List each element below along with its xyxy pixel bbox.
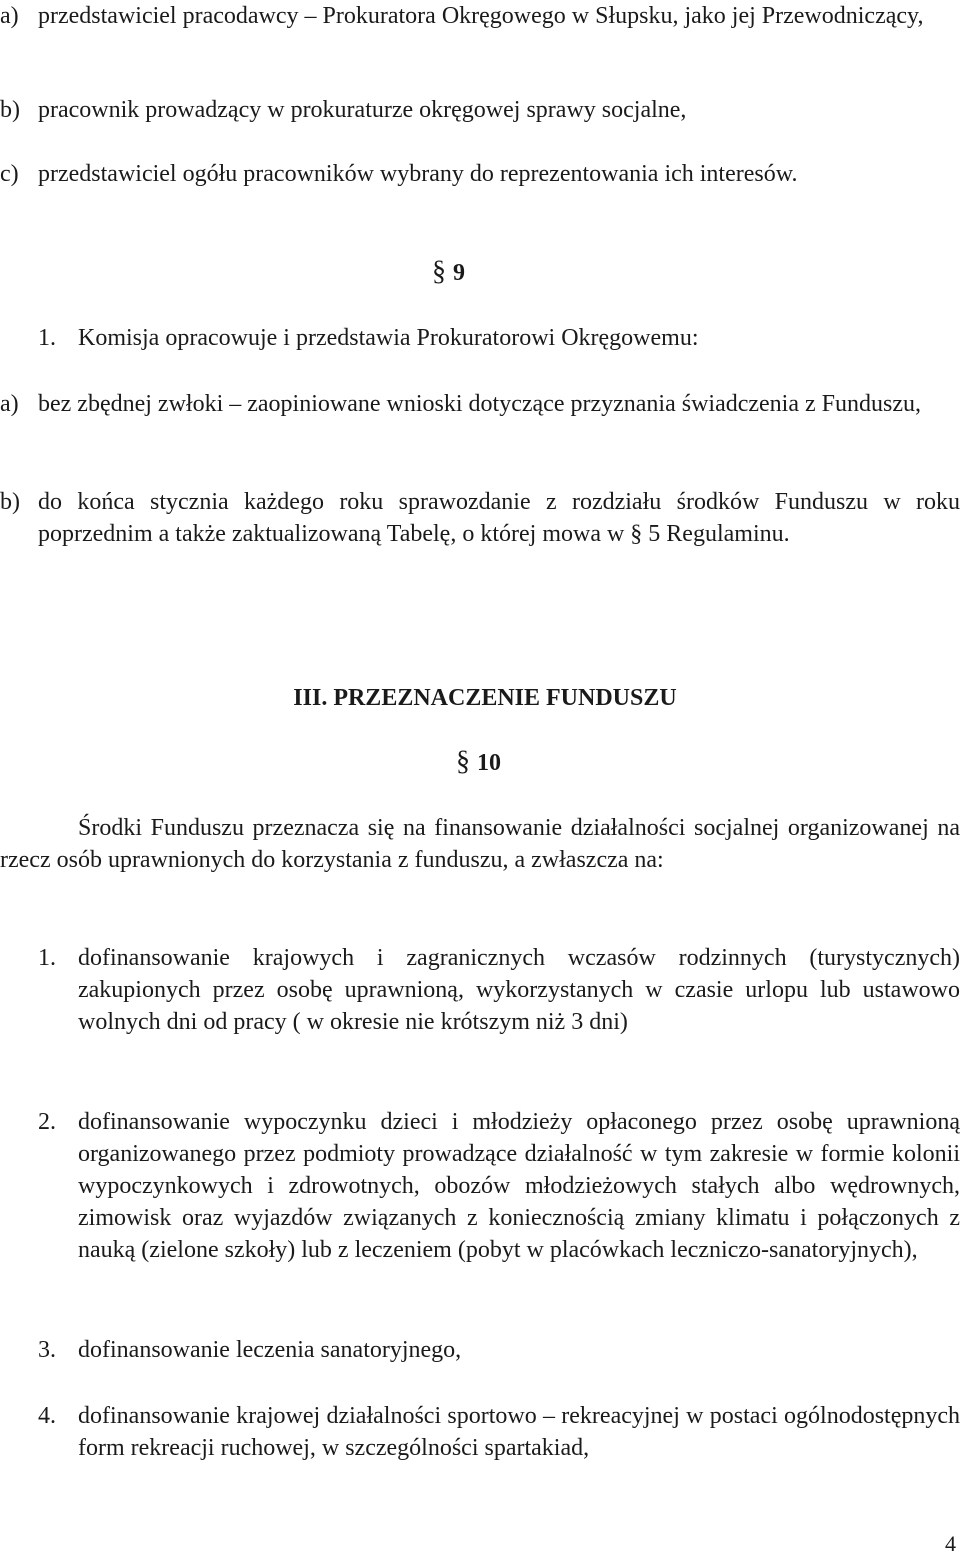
list-item-text: dofinansowanie wypoczynku dzieci i młodzieży opłaconego przez osobę uprawnioną organizowanego przez podmioty prowadzące działalność w tym zakresie w formie kolonii wypoczynkowych i zdrowotnych, obozów młodzieżowych stałych albo wędrownych, zimowisk oraz wyjazdów związanych z koniecznością zmiany klimatu i połączonych z nauką (zielone szkoły) lub z leczeniem (pobyt w placówkach leczniczo-sanatoryjnych),	[78, 1109, 960, 1263]
section-number: 10	[477, 750, 501, 776]
list-marker: a)	[0, 3, 19, 29]
list-item	[0, 1106, 960, 1266]
list-item	[0, 486, 960, 550]
list-item	[0, 158, 960, 190]
section-sign: §	[432, 256, 446, 287]
list-item-text: bez zbędnej zwłoki – zaopiniowane wnioski dotyczące przyznania świadczenia z Funduszu,	[38, 391, 921, 417]
list-item	[0, 94, 960, 126]
chapter-title: III. PRZEZNACZENIE FUNDUSZU	[293, 685, 677, 711]
list-marker: b)	[0, 489, 20, 515]
list-marker: a)	[0, 391, 19, 417]
section-paragraph: Środki Funduszu przeznacza się na finansowanie działalności socjalnej organizowanej na rzecz osób uprawnionych do korzystania z funduszu, a zwłaszcza na:	[0, 815, 960, 873]
list-marker: c)	[0, 161, 19, 187]
list-marker: 2.	[38, 1109, 56, 1135]
list-marker: 1.	[38, 325, 56, 351]
list-item-text: przedstawiciel ogółu pracowników wybrany do reprezentowania ich interesów.	[38, 161, 798, 187]
section-heading	[456, 746, 501, 779]
list-item	[0, 388, 960, 420]
list-marker: 4.	[38, 1403, 56, 1429]
list-item	[0, 942, 960, 1038]
list-item-text: przedstawiciel pracodawcy – Prokuratora Okręgowego w Słupsku, jako jej Przewodniczący,	[38, 3, 924, 29]
page-number: 4	[945, 1531, 956, 1556]
list-item-text: do końca stycznia każdego roku sprawozdanie z rozdziału środków Funduszu w roku poprzednim a także zaktualizowaną Tabelę, o której mowa w § 5 Regulaminu.	[38, 489, 960, 547]
list-item-text: dofinansowanie leczenia sanatoryjnego,	[78, 1337, 462, 1363]
list-marker: b)	[0, 97, 20, 123]
section-number: 9	[453, 260, 465, 286]
list-item-text: pracownik prowadzący w prokuraturze okręgowej sprawy socjalne,	[38, 97, 687, 123]
list-item-text: dofinansowanie krajowej działalności sportowo – rekreacyjnej w postaci ogólnodostępnych form rekreacji ruchowej, w szczególności spartakiad,	[78, 1403, 960, 1461]
section-sign: §	[456, 746, 470, 777]
list-item	[0, 1334, 960, 1366]
list-marker: 3.	[38, 1337, 56, 1363]
list-marker: 1.	[38, 945, 56, 971]
list-item-text: dofinansowanie krajowych i zagranicznych wczasów rodzinnych (turystycznych) zakupionych przez osobę uprawnioną, wykorzystanych w czasie urlopu lub ustawowo wolnych dni od pracy ( w okresie nie krótszym niż 3 dni)	[78, 945, 960, 1035]
section-heading	[432, 256, 465, 289]
section-intro-text: Komisja opracowuje i przedstawia Prokuratorowi Okręgowemu:	[78, 325, 699, 351]
list-item	[0, 0, 960, 32]
list-item	[0, 1400, 960, 1464]
section-intro	[0, 322, 960, 354]
